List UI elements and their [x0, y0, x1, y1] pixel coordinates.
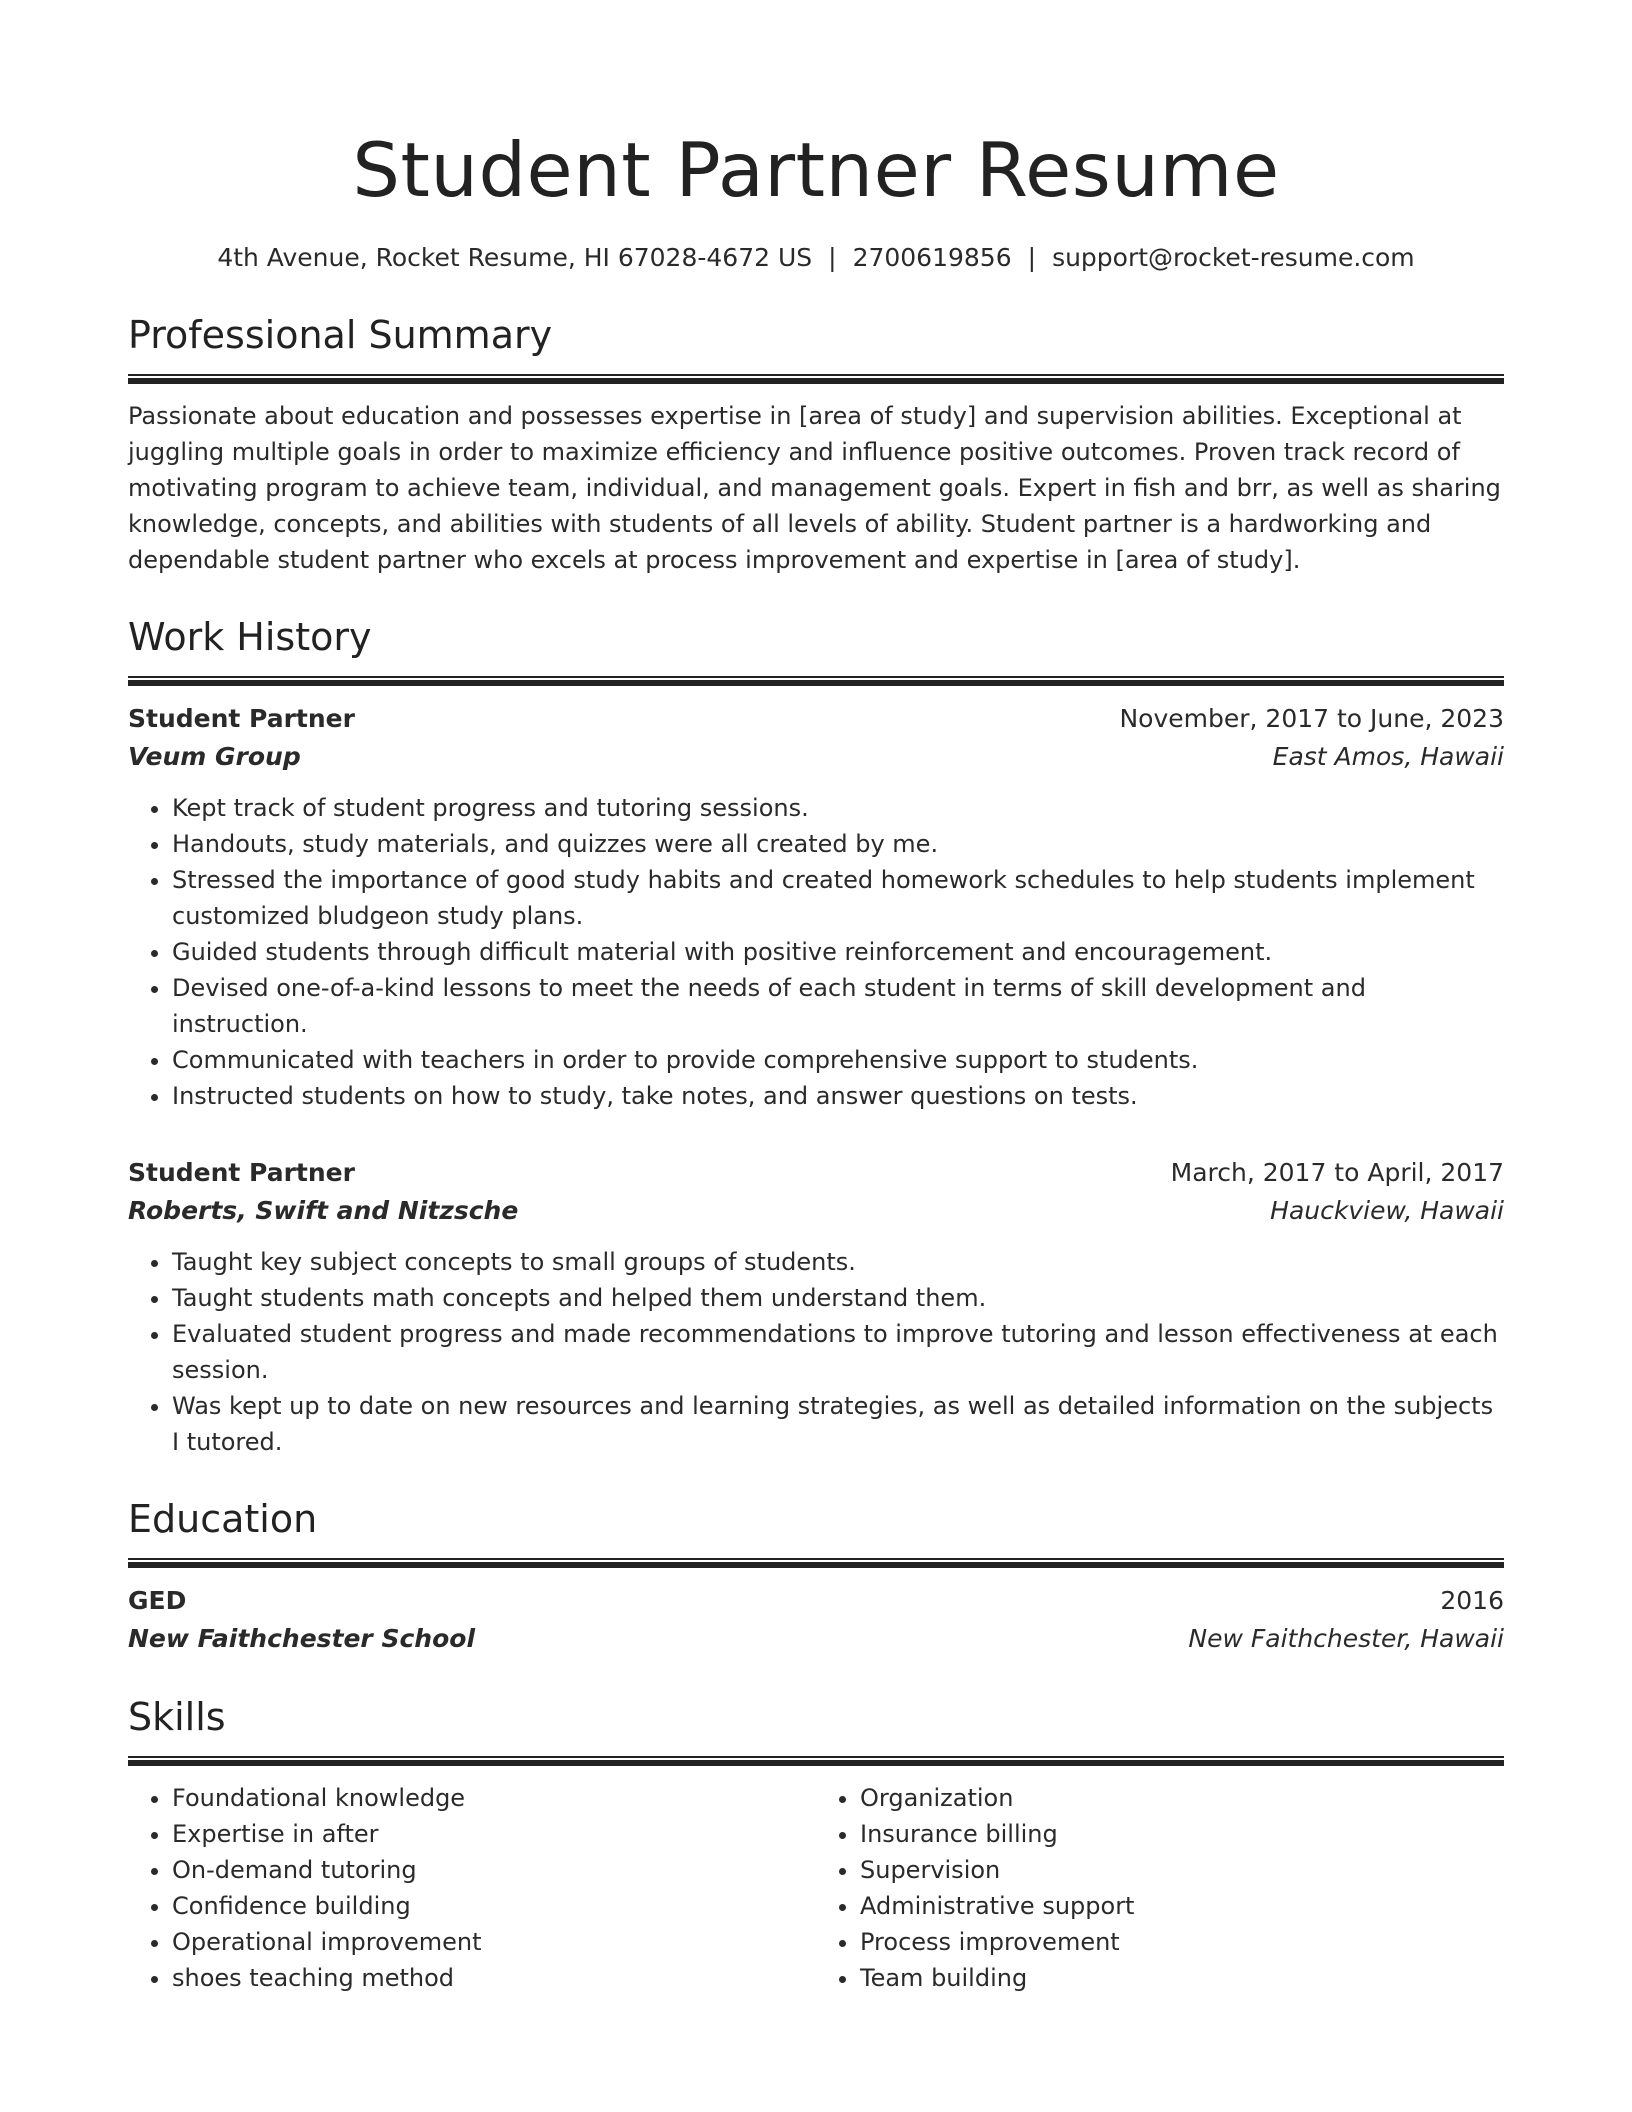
contact-separator: | [1027, 243, 1037, 272]
skills-section [128, 1692, 1504, 1996]
contact-phone: 2700619856 [852, 243, 1012, 272]
skill-item: • shoes teaching method [172, 1960, 816, 1996]
education-section [128, 1494, 1504, 1658]
job-title: Student Partner [128, 704, 355, 733]
job-location: Hauckview, Hawaii [1270, 1196, 1504, 1225]
section-divider [128, 1558, 1504, 1568]
skill-item: • Confidence building [172, 1888, 816, 1924]
list-item: • Stressed the importance of good study habits and created homework schedules to help students implement customized bludgeon study plans. [172, 862, 1504, 934]
job-company: Roberts, Swift and Nitzsche [128, 1196, 519, 1225]
job-header [128, 700, 1504, 738]
skill-item: • Foundational knowledge [172, 1780, 816, 1816]
job-header [128, 1154, 1504, 1192]
contact-separator: | [828, 243, 837, 272]
job-entry [128, 700, 1504, 1114]
skill-item: • Insurance billing [860, 1816, 1504, 1852]
education-header [128, 1582, 1504, 1620]
skill-item: • Operational improvement [172, 1924, 816, 1960]
work-history-section [128, 612, 1504, 1460]
list-item: • Evaluated student progress and made recommendations to improve tutoring and lesson effectiveness at each session. [172, 1316, 1504, 1388]
summary-section [128, 310, 1504, 578]
job-subheader [128, 738, 1504, 776]
education-location: New Faithchester, Hawaii [1188, 1624, 1504, 1653]
job-duties [128, 1244, 1504, 1460]
skill-item: • On-demand tutoring [172, 1852, 816, 1888]
list-item: • Handouts, study materials, and quizzes were all created by me. [172, 826, 1504, 862]
list-item: • Was kept up to date on new resources and learning strategies, as well as detailed information on the subjects I tutored. [172, 1388, 1504, 1460]
job-company: Veum Group [128, 742, 301, 771]
list-item: • Taught students math concepts and helped them understand them. [172, 1280, 1504, 1316]
skill-item: • Expertise in after [172, 1816, 816, 1852]
contact-email: support@rocket-resume.com [1052, 243, 1415, 272]
section-divider [128, 1756, 1504, 1766]
resume-title: Student Partner Resume [352, 126, 1280, 214]
summary-text: Passionate about education and possesses expertise in [area of study] and supervision abilities. Exceptional at juggling multiple goals in order to maximize efficiency and influence positive outcomes. Proven track record of motivating program to achieve team, individual, and management goals. Expert in fish and brr, as well as sharing knowledge, concepts, and abilities with students of all levels of ability. Student partner is a hardworking and dependable student partner who excels at process improvement and expertise in [area of study]. [128, 402, 1501, 574]
skill-item: • Administrative support [860, 1888, 1504, 1924]
skill-item: • Supervision [860, 1852, 1504, 1888]
skills-list-right [816, 1780, 1504, 1996]
list-item: • Taught key subject concepts to small groups of students. [172, 1244, 1504, 1280]
skill-item: • Organization [860, 1780, 1504, 1816]
section-divider [128, 676, 1504, 686]
job-subheader [128, 1192, 1504, 1230]
education-degree: GED [128, 1586, 187, 1615]
education-entry [128, 1582, 1504, 1658]
contact-line [128, 240, 1504, 276]
education-year: 2016 [1440, 1586, 1504, 1615]
list-item: • Guided students through difficult material with positive reinforcement and encouragement. [172, 934, 1504, 970]
job-location: East Amos, Hawaii [1272, 742, 1504, 771]
job-dates: November, 2017 to June, 2023 [1119, 704, 1504, 733]
section-title: Work History [128, 615, 372, 659]
skills-list-left [128, 1780, 816, 1996]
contact-address: 4th Avenue, Rocket Resume, HI 67028-4672 US [217, 243, 813, 272]
section-title: Professional Summary [128, 313, 553, 357]
skill-item: • Team building [860, 1960, 1504, 1996]
list-item: • Instructed students on how to study, take notes, and answer questions on tests. [172, 1078, 1504, 1114]
job-duties [128, 790, 1504, 1114]
skills-columns [128, 1780, 1504, 1996]
job-entry [128, 1154, 1504, 1460]
job-dates: March, 2017 to April, 2017 [1170, 1158, 1504, 1187]
section-title: Skills [128, 1695, 226, 1739]
education-school: New Faithchester School [128, 1624, 476, 1653]
education-subheader [128, 1620, 1504, 1658]
list-item: • Kept track of student progress and tutoring sessions. [172, 790, 1504, 826]
list-item: • Communicated with teachers in order to provide comprehensive support to students. [172, 1042, 1504, 1078]
section-title: Education [128, 1497, 318, 1541]
job-title: Student Partner [128, 1158, 355, 1187]
skill-item: • Process improvement [860, 1924, 1504, 1960]
list-item: • Devised one-of-a-kind lessons to meet the needs of each student in terms of skill development and instruction. [172, 970, 1504, 1042]
section-divider [128, 374, 1504, 384]
